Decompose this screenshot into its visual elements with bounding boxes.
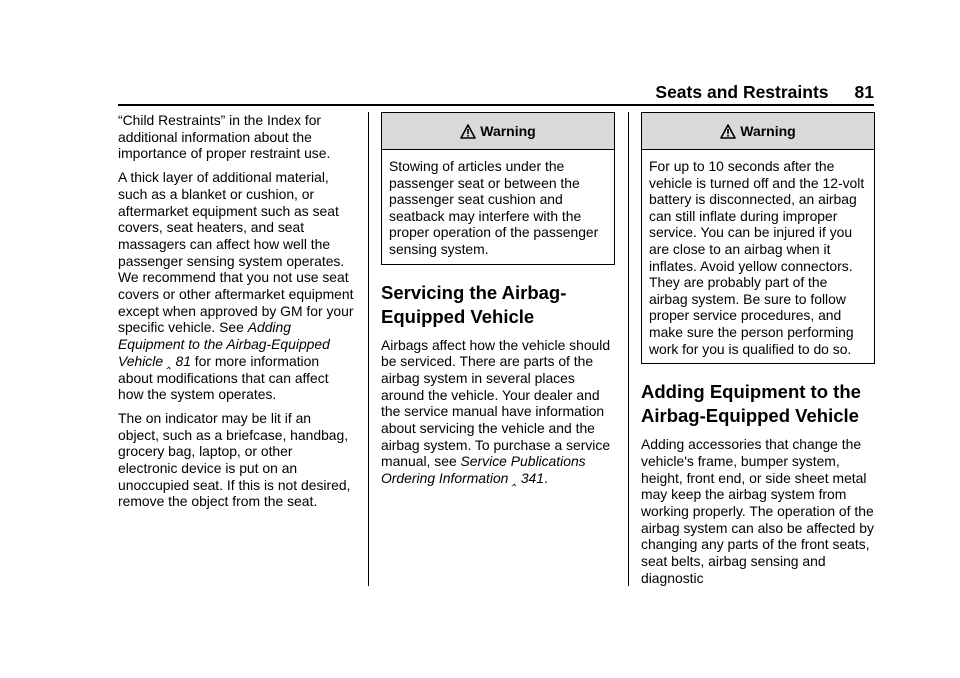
section-title: Seats and Restraints	[655, 82, 829, 102]
warning-title: Warning	[740, 122, 796, 139]
paragraph: The on indicator may be lit if an object, such as a briefcase, handbag, grocery bag, laptop, or other electronic device is put on an unoccupied seat. If this is not desired, remove the object from the seat.	[118, 409, 351, 510]
warning-title: Warning	[480, 122, 536, 139]
warning-box	[641, 112, 875, 364]
warning-box	[381, 112, 615, 265]
text: A thick layer of additional material, such as a blanket or cushion, or aftermarket equipment such as seat covers, seat heaters, and seat massagers can affect how well the passenger sensing system operates. We recommend that you not use seat covers or other aftermarket equipment except when approved by GM for your specific vehicle. See	[118, 169, 354, 336]
section-heading: Adding Equipment to the Airbag-Equipped Vehicle	[641, 381, 861, 427]
paragraph: Adding accessories that change the vehicle's frame, bumper system, height, front end, or side sheet metal may keep the airbag system from working properly. The operation of the airbag system can also be affected by changing any parts of the front seats, seat belts, airbag sensing and diagnostic	[641, 436, 874, 586]
warning-body	[382, 150, 614, 264]
text: for more information about modifications that can affect how the system operates.	[118, 352, 329, 403]
cross-reference-link[interactable]: Adding Equipment to the Airbag-Equipped Vehicle ‸ 81	[118, 319, 330, 369]
warning-text: For up to 10 seconds after the vehicle is turned off and the 12-volt battery is disconnected, an airbag can still inflate during improper service. You can be injured if you are close to an airbag when it inflates. Avoid yellow connectors. They are probably part of the airbag system. Be sure to follow proper service procedures, and make sure the person performing work for you is qualified to do so.	[649, 158, 865, 357]
column-divider	[368, 112, 369, 586]
column-divider	[628, 112, 629, 586]
warning-body	[642, 150, 874, 363]
warning-triangle-icon	[720, 124, 736, 139]
column-1	[118, 112, 354, 517]
paragraph: “Child Restraints” in the Index for additional information about the importance of proper restraint use.	[118, 112, 331, 162]
header-rule	[118, 104, 874, 106]
warning-text: Stowing of articles under the passenger seat or between the passenger seat cushion and seatback may interfere with the proper operation of the passenger sensing system.	[389, 158, 599, 257]
warning-triangle-icon	[460, 124, 476, 139]
paragraph	[381, 337, 615, 487]
text: Airbags affect how the vehicle should be serviced. There are parts of the airbag system in several places around the vehicle. Your dealer and the service manual have information about servicing the vehicle and the airbag system. To purchase a service manual, see	[381, 336, 611, 470]
page-number: 81	[854, 82, 874, 102]
text: .	[544, 470, 548, 487]
cross-reference-link[interactable]: Service Publications Ordering Information ‸ 341	[381, 453, 586, 487]
column-2	[381, 112, 615, 494]
warning-header	[382, 113, 614, 150]
paragraph	[118, 169, 354, 403]
page-header	[500, 82, 874, 104]
section-heading: Servicing the Airbag-Equipped Vehicle	[381, 281, 567, 327]
warning-header	[642, 113, 874, 150]
column-3	[641, 112, 875, 593]
